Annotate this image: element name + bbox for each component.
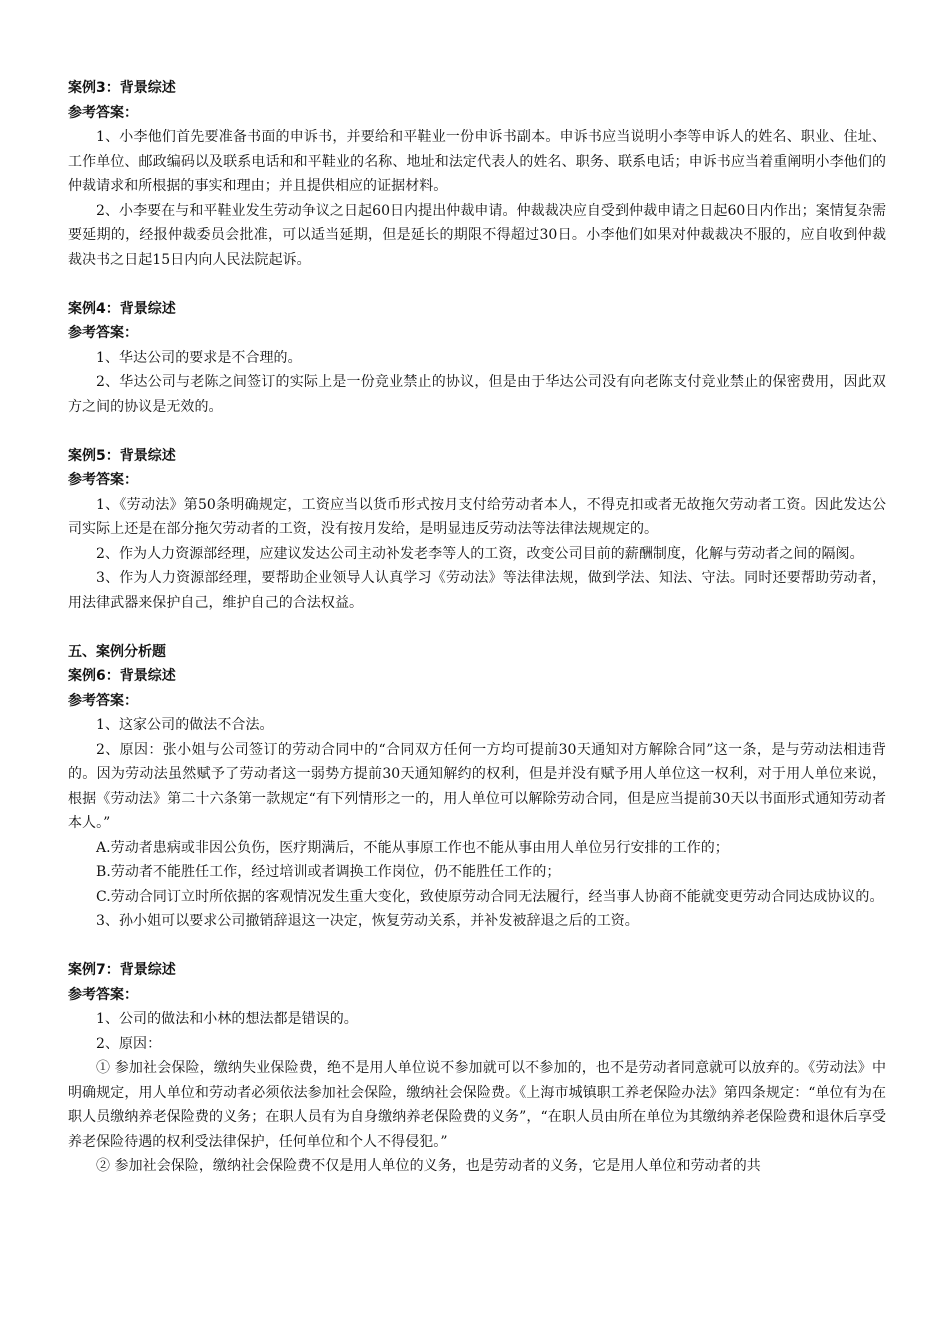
- case-7-answer-label: 参考答案：: [68, 986, 138, 1003]
- case-7-paragraph-1: 1、公司的做法和小林的想法都是错误的。: [96, 1011, 358, 1027]
- case-3-title: 案例3：背景综述: [68, 80, 176, 96]
- case-4-title: 案例4：背景综述: [68, 300, 176, 317]
- case-6-answer-label: 参考答案：: [68, 692, 138, 709]
- case-5-title: 案例5：背景综述: [68, 447, 176, 464]
- case-4-section: [68, 297, 886, 420]
- case-6-item-b: B.劳动者不能胜任工作，经过培训或者调换工作岗位，仍不能胜任工作的；: [96, 864, 561, 880]
- case-6-title: 案例6：背景综述: [68, 668, 176, 684]
- case-6-item-c: C.劳动合同订立时所依据的客观情况发生重大变化，致使原劳动合同无法履行，经当事人协商不能就变更劳动合同达成协议的。: [96, 888, 884, 905]
- case-7-paragraph-2: 2、原因：: [96, 1035, 162, 1052]
- case-7-point-1: ① 参加社会保险，缴纳失业保险费，绝不是用人单位说不参加就可以不参加的，也不是劳动者同意就可以放弃的。《劳动法》中明确规定，用人单位和劳动者必须依法参加社会保险，缴纳社会保险费。《上海市城镇职工养老保险办法》第四条规定：“单位有为在职人员缴纳养老保险费的义务；在职人员有为自身缴纳养老保险费的义务”，“在职人员由所在单位为其缴纳养老保险费和退休后享受养老保险待遇的权利受法律保护，任何单位和个人不得侵犯。”: [68, 1060, 886, 1150]
- case-4-paragraph-1: 1、华达公司的要求是不合理的。: [96, 349, 302, 366]
- case-6-item-a: A.劳动者患病或非因公负伤，医疗期满后，不能从事原工作也不能从事由用人单位另行安排的工作的；: [96, 839, 729, 856]
- case-6-section: [68, 640, 886, 934]
- case-5-paragraph-3: 3、作为人力资源部经理，要帮助企业领导人认真学习《劳动法》等法律法规，做到学法、知法、守法。同时还要帮助劳动者，用法律武器来保护自己，维护自己的合法权益。: [68, 570, 886, 611]
- case-5-paragraph-2: 2、作为人力资源部经理，应建议发达公司主动补发老李等人的工资，改变公司目前的薪酬制度，化解与劳动者之间的隔阂。: [96, 545, 864, 562]
- case-6-paragraph-3: 3、孙小姐可以要求公司撤销辞退这一决定，恢复劳动关系，并补发被辞退之后的工资。: [96, 913, 639, 929]
- case-7-point-2: ② 参加社会保险，缴纳社会保险费不仅是用人单位的义务，也是劳动者的义务，它是用人单位和劳动者的共: [96, 1158, 761, 1174]
- case-4-answer-label: 参考答案：: [68, 325, 138, 341]
- case-3-section: [68, 76, 886, 272]
- case-3-paragraph-1: 1、小李他们首先要准备书面的申诉书，并要给和平鞋业一份申诉书副本。申诉书应当说明小李等申诉人的姓名、职业、住址、工作单位、邮政编码以及联系电话和和平鞋业的名称、地址和法定代表人的姓名、职务、联系电话；申诉书应当着重阐明小李他们的仲裁请求和所根据的事实和理由；并且提供相应的证据材料。: [68, 129, 886, 194]
- case-5-paragraph-1: 1、《劳动法》第50条明确规定，工资应当以货币形式按月支付给劳动者本人，不得克扣或者无故拖欠劳动者工资。因此发达公司实际上还是在部分拖欠劳动者的工资，没有按月发给，是明显违反劳动法等法律法规规定的。: [68, 496, 886, 537]
- case-3-paragraph-2: 2、小李要在与和平鞋业发生劳动争议之日起60日内提出仲裁申请。仲裁裁决应自受到仲裁申请之日起60日内作出；案情复杂需要延期的，经报仲裁委员会批准，可以适当延期，但是延长的期限不得超过30日。小李他们如果对仲裁裁决不服的，应自收到仲裁裁决书之日起15日内向人民法院起诉。: [68, 202, 886, 268]
- case-6-paragraph-2: 2、原因：张小姐与公司签订的劳动合同中的“合同双方任何一方均可提前30天通知对方解除合同”这一条，是与劳动法相违背的。因为劳动法虽然赋予了劳动者这一弱势方提前30天通知解约的权利，但是并没有赋予用人单位这一权利，对于用人单位来说，根据《劳动法》第二十六条第一款规定“有下列情形之一的，用人单位可以解除劳动合同，但是应当提前30天以书面形式通知劳动者本人。”: [68, 741, 886, 831]
- section-5-heading: 五、案例分析题: [68, 643, 166, 660]
- case-4-paragraph-2: 2、华达公司与老陈之间签订的实际上是一份竞业禁止的协议，但是由于华达公司没有向老陈支付竞业禁止的保密费用，因此双方之间的协议是无效的。: [68, 374, 886, 415]
- case-7-section: [68, 958, 886, 1179]
- document-page: [68, 76, 886, 1203]
- case-7-title: 案例7：背景综述: [68, 962, 176, 978]
- case-6-paragraph-1: 1、这家公司的做法不合法。: [96, 717, 274, 733]
- case-3-answer-label: 参考答案：: [68, 104, 138, 121]
- case-5-section: [68, 444, 886, 616]
- case-5-answer-label: 参考答案：: [68, 472, 138, 488]
